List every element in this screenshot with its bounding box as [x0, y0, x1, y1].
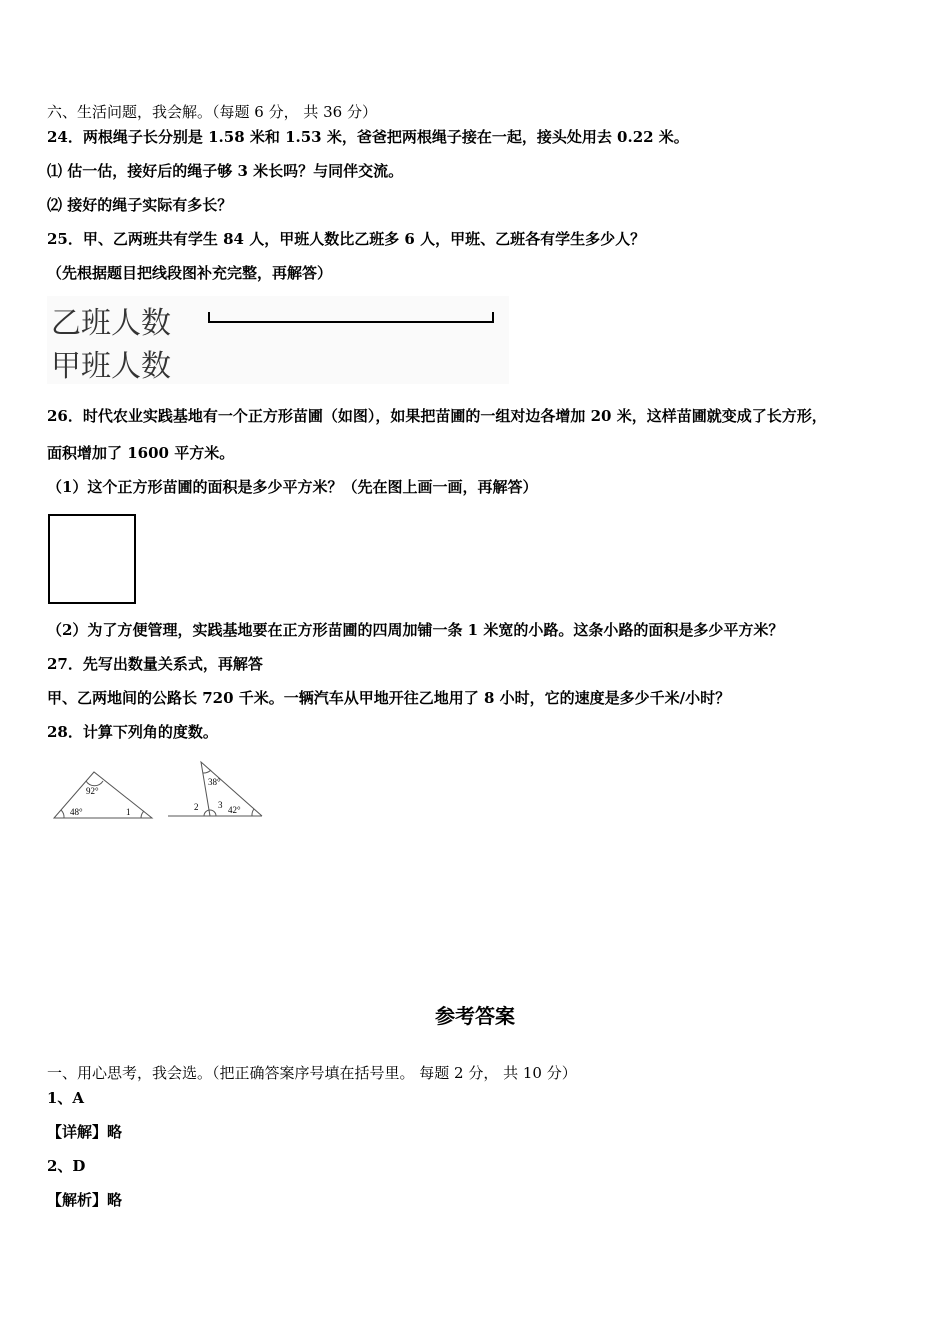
- triangle-figure-1: [50, 764, 160, 824]
- answer-1: 1、A: [47, 1089, 85, 1107]
- question-26-part-1: （1）这个正方形苗圃的面积是多少平方米？（先在图上画一画，再解答）: [47, 478, 538, 496]
- question-26-line-2: 面积增加了 1600 平方米。: [47, 444, 235, 462]
- tri2-top-angle: 38°: [208, 777, 221, 787]
- question-24-part-1: ⑴ 估一估，接好后的绳子够 3 米长吗？与同伴交流。: [47, 162, 404, 180]
- segment-line: [47, 296, 509, 384]
- question-25-note: （先根据题目把线段图补充完整，再解答）: [47, 264, 333, 282]
- square-nursery-figure: [48, 514, 136, 604]
- answer-2: 2、D: [47, 1157, 86, 1175]
- question-24-part-2: ⑵ 接好的绳子实际有多长？: [47, 196, 233, 214]
- tri1-top-angle: 92°: [86, 786, 99, 796]
- tri2-right-angle: 42°: [228, 805, 241, 815]
- tri2-angle-3: 3: [218, 800, 223, 810]
- tri1-left-angle: 48°: [70, 807, 83, 817]
- answer-1-detail: 【详解】略: [47, 1123, 123, 1141]
- tri1-right-angle: 1: [126, 807, 131, 817]
- section-6-header: 六、生活问题，我会解。（每题 6 分， 共 36 分）: [47, 103, 377, 121]
- question-24: 24．两根绳子长分别是 1.58 米和 1.53 米，爸爸把两根绳子接在一起，接头处用去 0.22 米。: [47, 128, 689, 146]
- answers-title: 参考答案: [435, 1004, 515, 1028]
- triangle-figure-2: [168, 758, 268, 824]
- label-class-jia: 甲班人数: [51, 349, 171, 384]
- answers-section-1-header: 一、用心思考，我会选。（把正确答案序号填在括号里。 每题 2 分， 共 10 分）: [47, 1064, 577, 1082]
- segment-diagram: [47, 296, 509, 384]
- question-26-part-2: （2）为了方便管理，实践基地要在正方形苗圃的四周加铺一条 1 米宽的小路。这条小路的面积是多少平方米？: [47, 621, 784, 639]
- question-27-text: 甲、乙两地间的公路长 720 千米。一辆汽车从甲地开往乙地用了 8 小时，它的速度是多少千米/小时？: [47, 689, 731, 707]
- tri2-angle-2: 2: [194, 802, 199, 812]
- question-26-line-1: 26．时代农业实践基地有一个正方形苗圃（如图），如果把苗圃的一组对边各增加 20 米，这样苗圃就变成了长方形，: [47, 407, 827, 425]
- answer-2-detail: 【解析】略: [47, 1191, 123, 1209]
- label-class-yi: 乙班人数: [51, 306, 171, 341]
- question-27: 27．先写出数量关系式，再解答: [47, 655, 263, 673]
- question-28: 28．计算下列角的度数。: [47, 723, 218, 741]
- question-25: 25．甲、乙两班共有学生 84 人，甲班人数比乙班多 6 人，甲班、乙班各有学生多少人？: [47, 230, 646, 248]
